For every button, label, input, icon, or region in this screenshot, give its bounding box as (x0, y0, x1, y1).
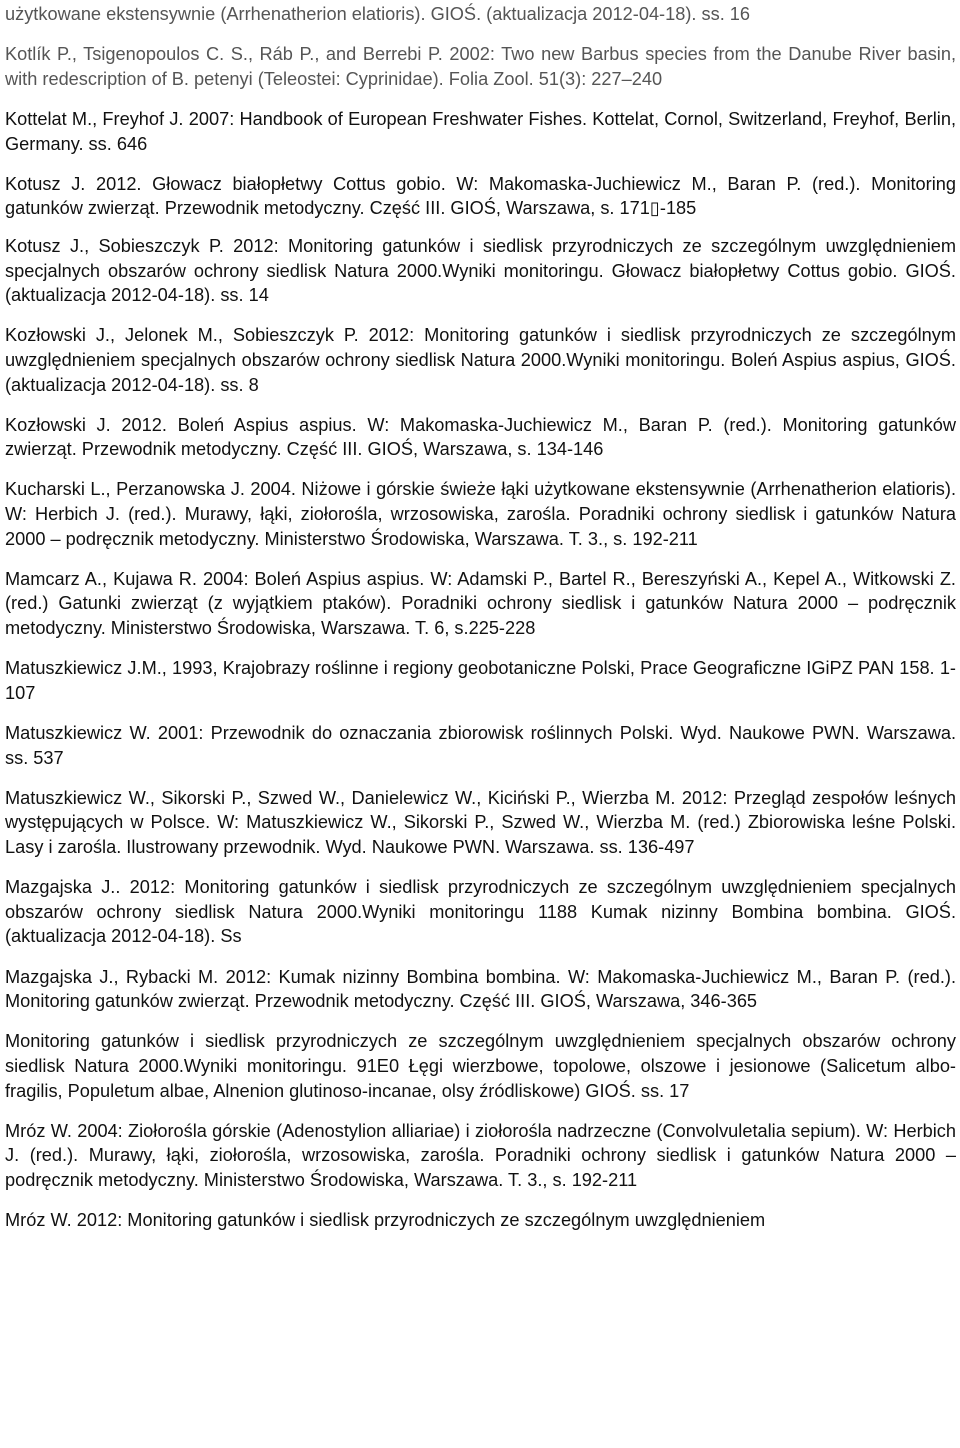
bibliography-entry: Kotusz J. 2012. Głowacz białopłetwy Cottus gobio. W: Makomaska-Juchiewicz M., Baran P. (red.). Monitoring gatunków zwierząt. Przewodnik metodyczny. Część III. GIOŚ, Warszawa, s. 171▯-185 (5, 173, 956, 219)
bibliography-page (5, 2, 956, 1248)
bibliography-entry: Kotlík P., Tsigenopoulos C. S., Ráb P., and Berrebi P. 2002: Two new Barbus species from the Danube River basin, with redescription of B. petenyi (Teleostei: Cyprinidae). Folia Zool. 51(3): 227–240 (5, 44, 956, 89)
bibliography-entry: Mróz W. 2012: Monitoring gatunków i siedlisk przyrodniczych ze szczególnym uwzględnieniem (5, 1210, 766, 1231)
bibliography-entry: Matuszkiewicz W. 2001: Przewodnik do oznaczania zbiorowisk roślinnych Polski. Wyd. Naukowe PWN. Warszawa. ss. 537 (5, 723, 956, 768)
bibliography-entry: Kotusz J., Sobieszczyk P. 2012: Monitoring gatunków i siedlisk przyrodniczych ze szczególnym uwzględnieniem specjalnych obszarów ochrony siedlisk Natura 2000.Wyniki monitoringu. Głowacz białopłetwy Cottus gobio. GIOŚ. (aktualizacja 2012-04-18). ss. 14 (5, 235, 956, 306)
bibliography-entry: Kottelat M., Freyhof J. 2007: Handbook of European Freshwater Fishes. Kottelat, Cornol, Switzerland, Freyhof, Berlin, Germany. ss. 646 (5, 108, 956, 154)
bibliography-entry: Monitoring gatunków i siedlisk przyrodniczych ze szczególnym uwzględnieniem specjalnych obszarów ochrony siedlisk Natura 2000.Wyniki monitoringu. 91E0 Łęgi wierzbowe, topolowe, olszowe i jesionowe (Salicetum albo-fragilis, Populetum albae, Alnenion glutinoso-incanae, olsy źródliskowe) GIOŚ. ss. 17 (5, 1031, 956, 1101)
bibliography-entry: Mazgajska J., Rybacki M. 2012: Kumak nizinny Bombina bombina. W: Makomaska-Juchiewicz M., Baran P. (red.). Monitoring gatunków zwierząt. Przewodnik metodyczny. Część III. GIOŚ, Warszawa, 346-365 (5, 966, 956, 1012)
bibliography-entry: Mamcarz A., Kujawa R. 2004: Boleń Aspius aspius. W: Adamski P., Bartel R., Bereszyński A., Kepel A., Witkowski Z. (red.) Gatunki zwierząt (z wyjątkiem ptaków). Poradniki ochrony siedlisk i gatunków Natura 2000 – podręcznik metodyczny. Ministerstwo Środowiska, Warszawa. T. 6, s.225-228 (5, 568, 956, 639)
bibliography-entry: Mróz W. 2004: Ziołorośla górskie (Adenostylion alliariae) i ziołorośla nadrzeczne (Convolvuletalia sepium). W: Herbich J. (red.). Murawy, łąki, ziołorośla, wrzosowiska, zarośla. Poradniki ochrony siedlisk i gatunków Natura 2000 – podręcznik metodyczny. Ministerstwo Środowiska, Warszawa. T. 3., s. 192-211 (5, 1120, 956, 1190)
bibliography-entry: Mazgajska J.. 2012: Monitoring gatunków i siedlisk przyrodniczych ze szczególnym uwzględnieniem specjalnych obszarów ochrony siedlisk Natura 2000.Wyniki monitoringu 1188 Kumak nizinny Bombina bombina. GIOŚ. (aktualizacja 2012-04-18). Ss (5, 877, 956, 947)
bibliography-entry: Matuszkiewicz W., Sikorski P., Szwed W., Danielewicz W., Kiciński P., Wierzba M. 2012: Przegląd zespołów leśnych występujących w Polsce. W: Matuszkiewicz W., Sikorski P., Szwed W., Wierzba M. (red.) Zbiorowiska leśne Polski. Lasy i zarośla. Ilustrowany przewodnik. Wyd. Naukowe PWN. Warszawa. ss. 136-497 (5, 787, 956, 857)
bibliography-entry: Kozłowski J., Jelonek M., Sobieszczyk P. 2012: Monitoring gatunków i siedlisk przyrodniczych ze szczególnym uwzględnieniem specjalnych obszarów ochrony siedlisk Natura 2000.Wyniki monitoringu. Boleń Aspius aspius, GIOŚ. (aktualizacja 2012-04-18). ss. 8 (5, 325, 956, 395)
bibliography-entry: Matuszkiewicz J.M., 1993, Krajobrazy roślinne i regiony geobotaniczne Polski, Prace Geograficzne IGiPZ PAN 158. 1-107 (5, 658, 956, 703)
bibliography-entry: Kucharski L., Perzanowska J. 2004. Niżowe i górskie świeże łąki użytkowane ekstensywnie (Arrhenatherion elatioris). W: Herbich J. (red.). Murawy, łąki, ziołorośla, wrzosowiska, zarośla. Poradniki ochrony siedlisk i gatunków Natura 2000 – podręcznik metodyczny. Ministerstwo Środowiska, Warszawa. T. 3., s. 192-211 (5, 479, 956, 549)
bibliography-entry: Kozłowski J. 2012. Boleń Aspius aspius. W: Makomaska-Juchiewicz M., Baran P. (red.). Monitoring gatunków zwierząt. Przewodnik metodyczny. Część III. GIOŚ, Warszawa, s. 134-146 (5, 414, 956, 460)
bibliography-entry: użytkowane ekstensywnie (Arrhenatherion elatioris). GIOŚ. (aktualizacja 2012-04-18). ss. 16 (5, 4, 751, 24)
